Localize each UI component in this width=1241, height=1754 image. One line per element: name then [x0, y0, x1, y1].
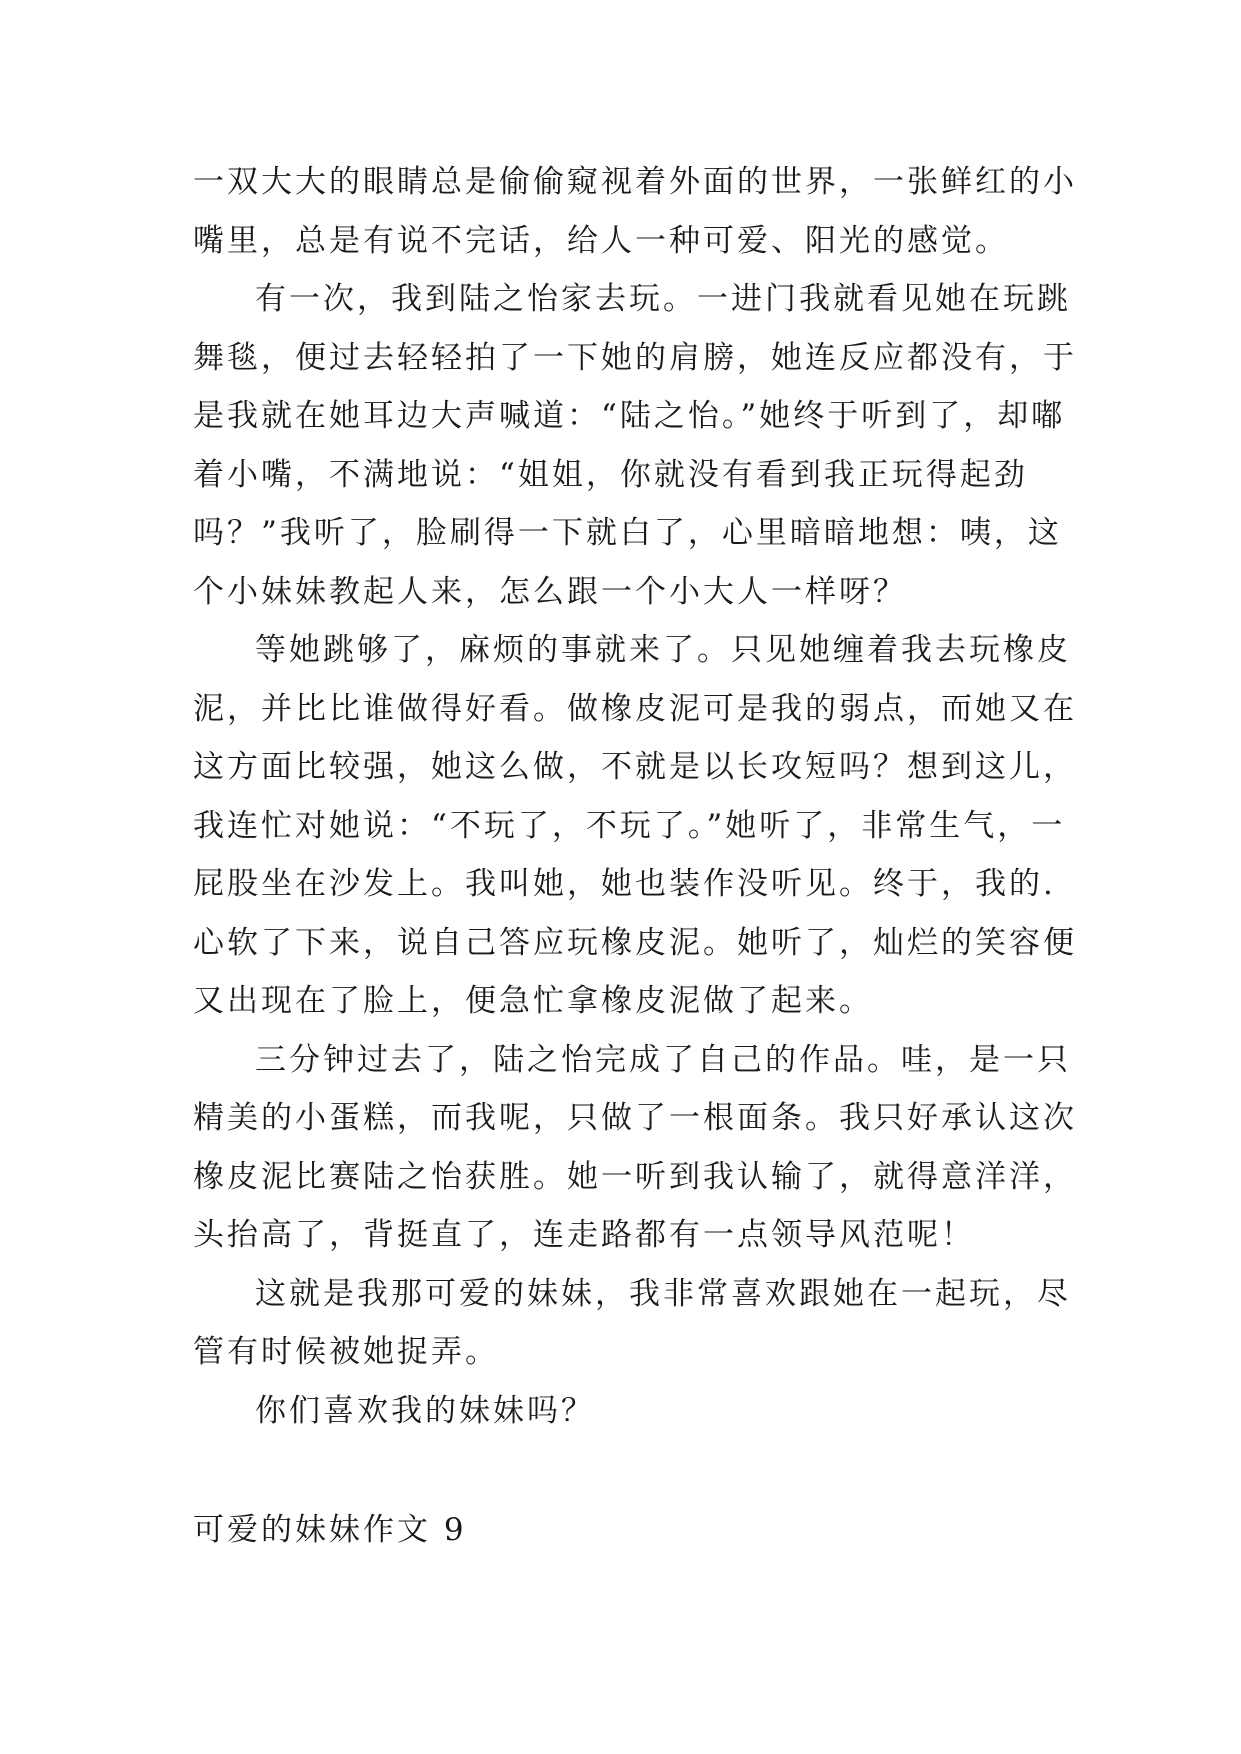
text-line: 嘴里，总是有说不完话，给人一种可爱、阳光的感觉。 — [193, 222, 1009, 259]
section-gap — [193, 1440, 1063, 1501]
text-line: 一双大大的眼睛总是偷偷窥视着外面的世界，一张鲜红的小 — [193, 164, 1077, 200]
paragraph-start-line: 你们喜欢我的妹妹吗？ — [255, 1392, 595, 1429]
essay-text — [193, 153, 1077, 1560]
text-line: 个小妹妹教起人来，怎么跟一个小大人一样呀？ — [193, 573, 907, 610]
text-line: 我连忙对她说：“不玩了，不玩了。”她听了，非常生气，一 — [193, 807, 1066, 844]
text-line: 这方面比较强，她这么做，不就是以长攻短吗？想到这儿， — [193, 749, 1077, 785]
text-line: 头抬高了，背挺直了，连走路都有一点领导风范呢！ — [193, 1217, 975, 1253]
section-title: 可爱的妹妹作文 9 — [193, 1512, 467, 1548]
paragraph-start-line: 三分钟过去了，陆之怡完成了自己的作品。哇，是一只 — [255, 1041, 1071, 1078]
text-line: 着小嘴，不满地说：“姐姐，你就没有看到我正玩得起劲 — [193, 456, 1028, 493]
text-line: 是我就在她耳边大声喊道：“陆之怡。”她终于听到了，却嘟 — [193, 398, 1066, 434]
text-line: 屁股坐在沙发上。我叫她，她也装作没听见。终于，我的. — [193, 866, 1056, 902]
paragraph-start-line: 这就是我那可爱的妹妹，我非常喜欢跟她在一起玩，尽 — [255, 1275, 1071, 1312]
text-line: 又出现在了脸上，便急忙拿橡皮泥做了起来。 — [193, 983, 873, 1019]
text-line: 泥，并比比谁做得好看。做橡皮泥可是我的弱点，而她又在 — [193, 690, 1077, 727]
text-line: 精美的小蛋糕，而我呢，只做了一根面条。我只好承认这次 — [193, 1100, 1077, 1136]
text-line: 舞毯，便过去轻轻拍了一下她的肩膀，她连反应都没有，于 — [193, 339, 1077, 376]
paragraph-start-line: 有一次，我到陆之怡家去玩。一进门我就看见她在玩跳 — [255, 281, 1071, 317]
text-line: 心软了下来，说自己答应玩橡皮泥。她听了，灿烂的笑容便 — [193, 924, 1077, 961]
text-line: 管有时候被她捉弄。 — [193, 1334, 499, 1370]
text-line: 吗？”我听了，脸刷得一下就白了，心里暗暗地想：咦，这 — [193, 515, 1062, 551]
text-line: 橡皮泥比赛陆之怡获胜。她一听到我认输了，就得意洋洋， — [193, 1158, 1077, 1195]
paragraph-start-line: 等她跳够了，麻烦的事就来了。只见她缠着我去玩橡皮 — [255, 632, 1071, 668]
